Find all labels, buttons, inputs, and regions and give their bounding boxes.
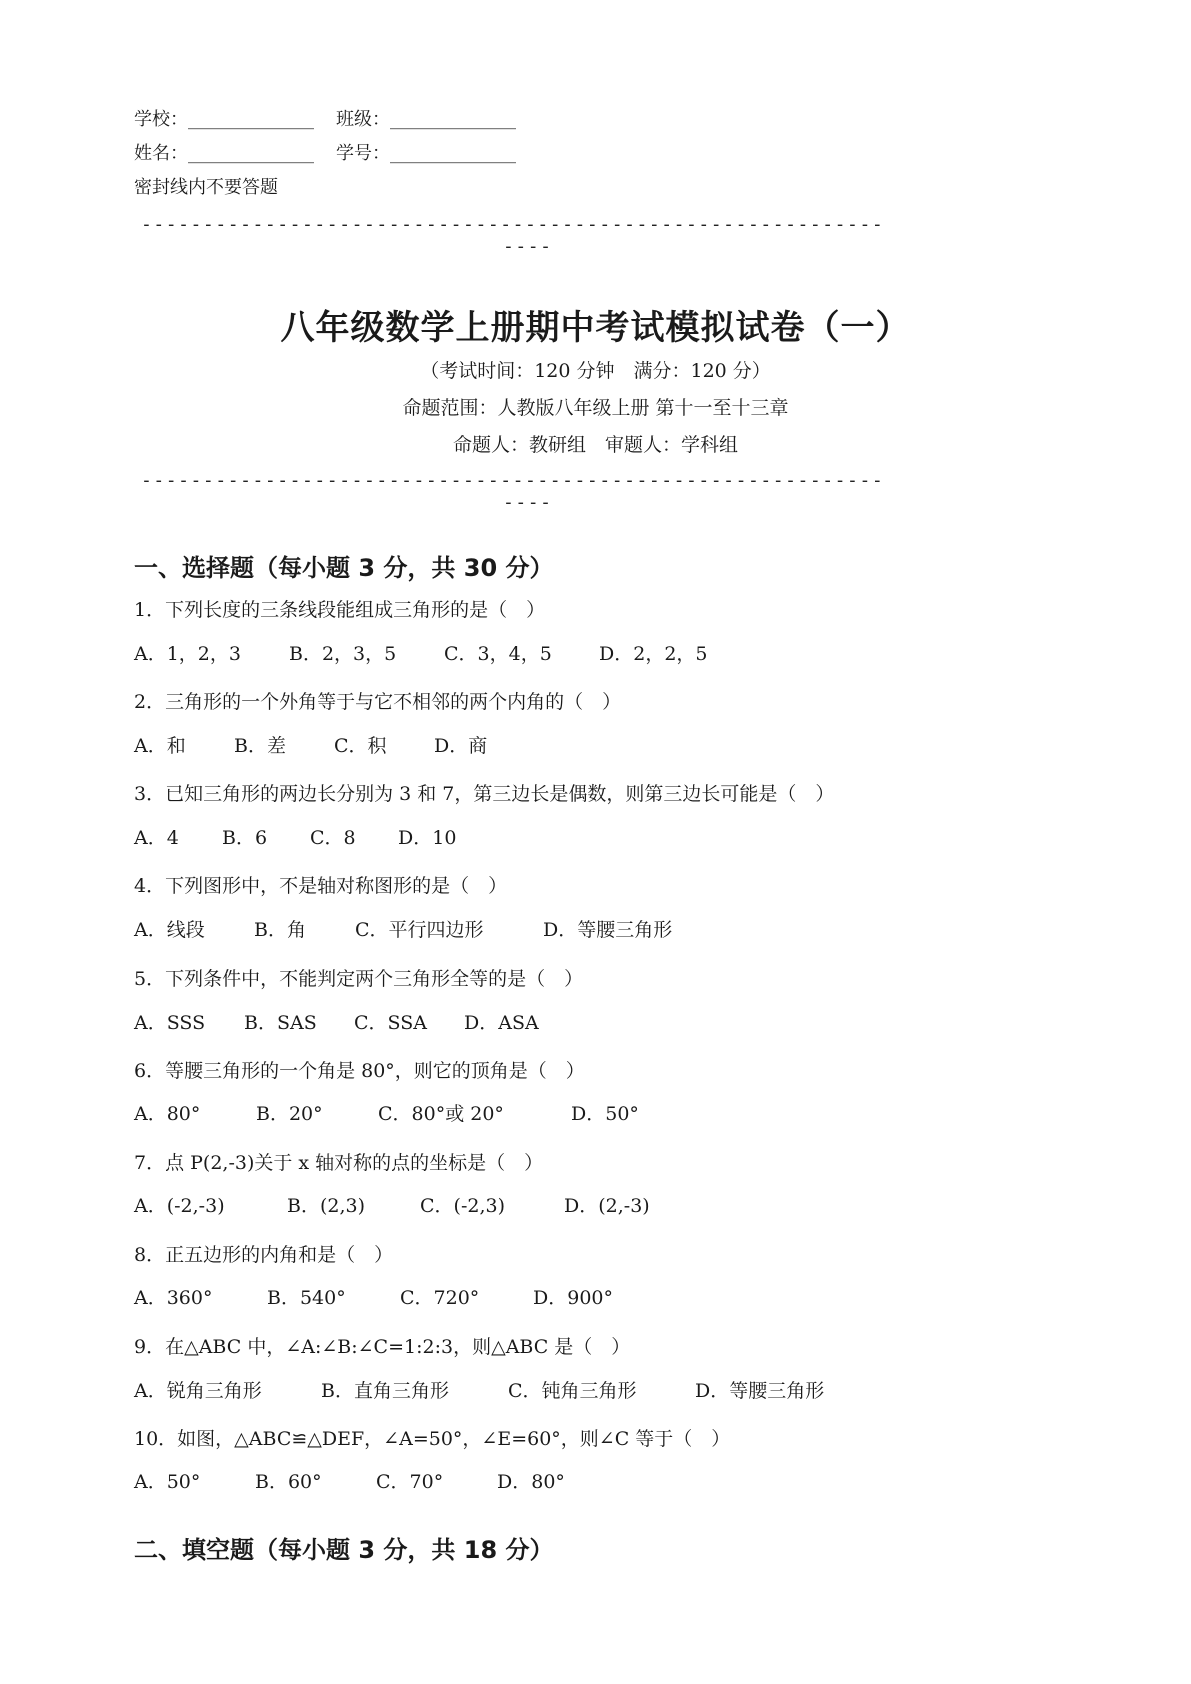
option-b: B．差 xyxy=(234,735,286,757)
option-b: B．20° xyxy=(256,1103,323,1125)
option-a: A．线段 xyxy=(134,919,205,941)
option-b: B．SAS xyxy=(244,1012,317,1034)
option-c: C．(-2,3) xyxy=(420,1195,505,1217)
question-options xyxy=(134,1010,539,1036)
option-b: B．60° xyxy=(255,1471,322,1493)
seal-notice: 密封线内不要答题 xyxy=(134,177,278,198)
option-a: A．80° xyxy=(134,1103,201,1125)
option-b: B．角 xyxy=(254,919,306,941)
exam-title: 八年级数学上册期中考试模拟试卷（一） xyxy=(280,308,911,348)
question-stem: 7．点 P(2,-3)关于 x 轴对称的点的坐标是（ ） xyxy=(134,1152,544,1174)
exam-page xyxy=(134,0,1048,1684)
option-a: A．和 xyxy=(134,735,186,757)
question-options xyxy=(134,641,708,667)
exam-time-info: （考试时间：120 分钟 满分：120 分） xyxy=(420,360,771,382)
option-c: C．钝角三角形 xyxy=(508,1380,637,1402)
title-dash-tail: ---- xyxy=(503,492,553,513)
question-stem: 10．如图，△ABC≌△DEF，∠A=50°，∠E=60°，则∠C 等于（ ） xyxy=(134,1428,731,1450)
question-options xyxy=(134,1469,565,1495)
question-stem: 9．在△ABC 中，∠A:∠B:∠C=1:2:3，则△ABC 是（ ） xyxy=(134,1336,631,1358)
option-c: C．积 xyxy=(334,735,387,757)
class-label: 班级： xyxy=(336,109,390,130)
name-blank: ______________ xyxy=(188,143,314,164)
option-b: B．2，3，5 xyxy=(289,643,397,665)
option-c: C．8 xyxy=(310,827,356,849)
question-stem: 5．下列条件中，不能判定两个三角形全等的是（ ） xyxy=(134,968,584,990)
option-a: A．360° xyxy=(134,1287,213,1309)
option-c: C．70° xyxy=(376,1471,444,1493)
option-d: D．等腰三角形 xyxy=(543,919,673,941)
option-b: B．直角三角形 xyxy=(321,1380,449,1402)
question-stem: 1．下列长度的三条线段能组成三角形的是（ ） xyxy=(134,599,546,621)
question-stem: 3．已知三角形的两边长分别为 3 和 7，第三边长是偶数，则第三边长可能是（ ） xyxy=(134,783,835,805)
class-row xyxy=(336,108,516,132)
school-label: 学校： xyxy=(134,109,188,130)
section-title-fill: 二、填空题（每小题 3 分，共 18 分） xyxy=(134,1536,554,1564)
option-b: B．540° xyxy=(267,1287,346,1309)
option-d: D．(2,-3) xyxy=(564,1195,650,1217)
id-blank: ______________ xyxy=(390,143,516,164)
option-a: A．4 xyxy=(134,827,179,849)
seal-dash-line: ------------------------------------------------------------ xyxy=(141,214,885,235)
school-row xyxy=(134,108,314,132)
option-a: A．1，2，3 xyxy=(134,643,241,665)
option-b: B．(2,3) xyxy=(287,1195,366,1217)
question-stem: 4．下列图形中，不是轴对称图形的是（ ） xyxy=(134,875,508,897)
option-d: D．10 xyxy=(398,827,457,849)
id-row xyxy=(336,142,516,166)
option-d: D．900° xyxy=(533,1287,613,1309)
option-c: C．720° xyxy=(400,1287,480,1309)
class-blank: ______________ xyxy=(390,109,516,130)
question-options xyxy=(134,1285,613,1311)
question-options xyxy=(134,1101,639,1127)
option-c: C．80°或 20° xyxy=(378,1103,504,1125)
option-d: D．80° xyxy=(497,1471,565,1493)
title-dash-line: ------------------------------------------------------------ xyxy=(141,470,885,491)
option-d: D．商 xyxy=(434,735,488,757)
option-d: D．ASA xyxy=(464,1012,539,1034)
exam-authors: 命题人：教研组 审题人：学科组 xyxy=(452,434,738,456)
school-blank: ______________ xyxy=(188,109,314,130)
question-stem: 2．三角形的一个外角等于与它不相邻的两个内角的（ ） xyxy=(134,691,622,713)
option-d: D．2，2，5 xyxy=(599,643,708,665)
option-d: D．等腰三角形 xyxy=(695,1380,825,1402)
id-label: 学号： xyxy=(336,143,390,164)
question-options xyxy=(134,1378,824,1404)
question-stem: 8．正五边形的内角和是（ ） xyxy=(134,1244,394,1266)
option-a: A．(-2,-3) xyxy=(134,1195,225,1217)
question-stem: 6．等腰三角形的一个角是 80°，则它的顶角是（ ） xyxy=(134,1060,585,1082)
option-d: D．50° xyxy=(571,1103,639,1125)
question-options xyxy=(134,733,487,759)
option-b: B．6 xyxy=(222,827,268,849)
name-row xyxy=(134,142,314,166)
question-options xyxy=(134,1193,650,1219)
name-label: 姓名： xyxy=(134,143,188,164)
exam-scope: 命题范围：人教版八年级上册 第十一至十三章 xyxy=(402,397,789,419)
option-c: C．3，4，5 xyxy=(444,643,552,665)
question-options xyxy=(134,917,672,943)
option-c: C．平行四边形 xyxy=(355,919,484,941)
option-c: C．SSA xyxy=(354,1012,427,1034)
option-a: A．SSS xyxy=(134,1012,206,1034)
section-title-choice: 一、选择题（每小题 3 分，共 30 分） xyxy=(134,554,554,582)
option-a: A．50° xyxy=(134,1471,201,1493)
option-a: A．锐角三角形 xyxy=(134,1380,262,1402)
question-options xyxy=(134,825,456,851)
seal-dash-tail: ---- xyxy=(503,236,553,257)
